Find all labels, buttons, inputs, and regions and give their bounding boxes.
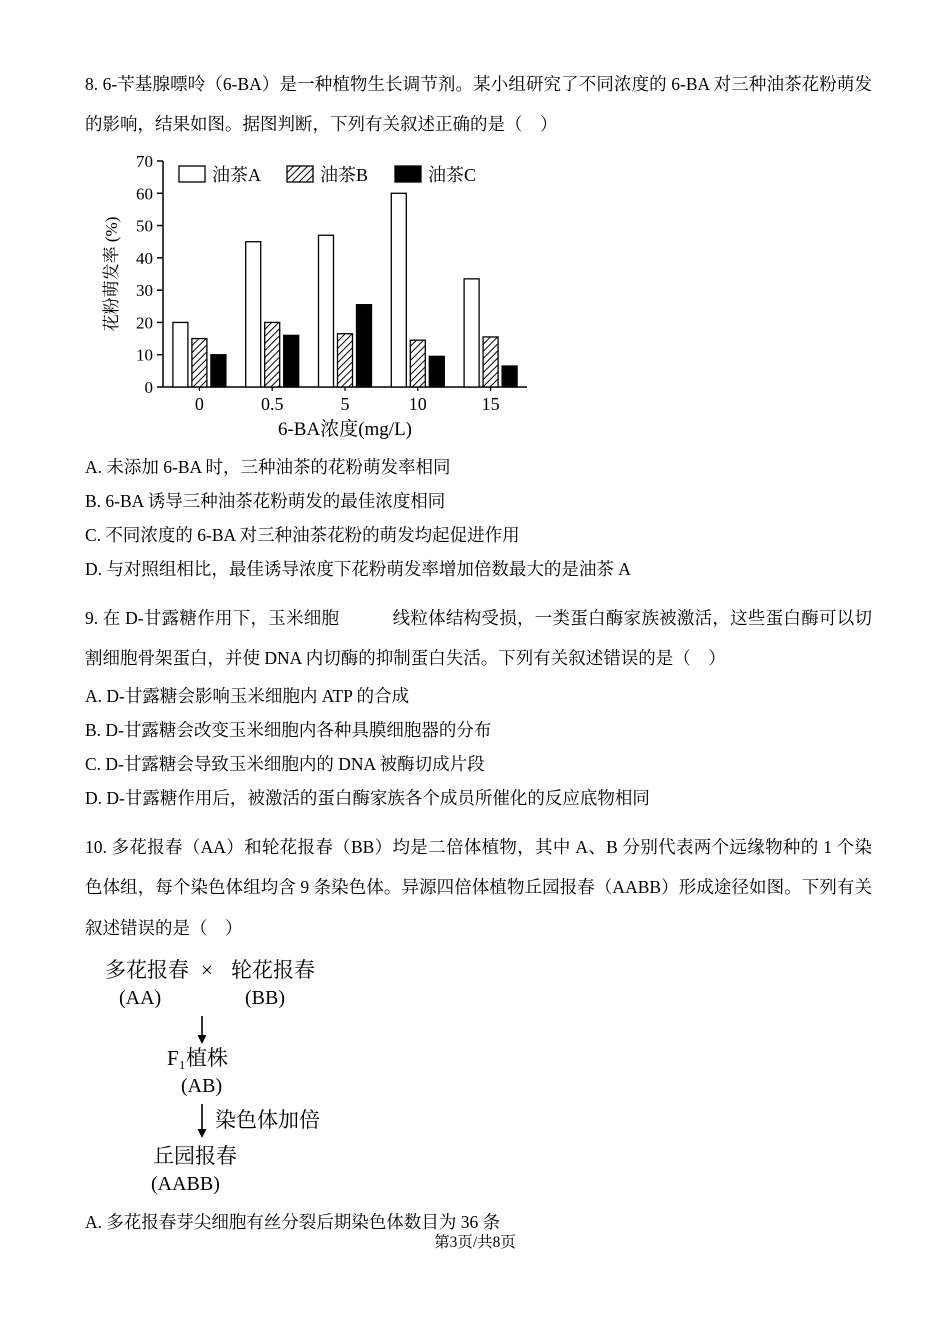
- svg-text:10: 10: [408, 393, 427, 414]
- svg-text:70: 70: [136, 152, 153, 171]
- svg-text:油茶A: 油茶A: [212, 164, 261, 185]
- cross-symbol: ×: [201, 957, 213, 982]
- parent2-genotype: (BB): [245, 986, 285, 1009]
- svg-text:0: 0: [144, 377, 153, 397]
- svg-text:0.5: 0.5: [260, 393, 284, 414]
- svg-text:10: 10: [136, 345, 153, 365]
- chromosome-doubling-label: 染色体加倍: [215, 1107, 320, 1132]
- svg-text:20: 20: [136, 312, 153, 332]
- q8-chart-area: [101, 153, 872, 448]
- parent1-genotype: (AA): [119, 986, 162, 1009]
- q8-option-a: A. 未添加 6-BA 时，三种油茶的花粉萌发率相同: [85, 456, 451, 477]
- svg-text:40: 40: [136, 248, 153, 268]
- q10-stem: 10. 多花报春（AA）和轮花报春（BB）均是二倍体植物，其中 A、B 分别代表两个远缘物种的 1 个染色体组，每个染色体组均含 9 条染色体。异源四倍体植物丘园报春（AABB）形成途径如图。下列有关叙述错误的是（ ）: [85, 837, 872, 938]
- svg-text:50: 50: [136, 216, 153, 236]
- question-10: [85, 827, 872, 1239]
- q8-bar-chart: [101, 153, 537, 443]
- down-arrow-1-icon: [195, 1016, 209, 1044]
- q9-option-c: C. D-甘露糖会导致玉米细胞内的 DNA 被酶切成片段: [85, 753, 485, 774]
- f1-genotype: (AB): [181, 1074, 223, 1097]
- q8-option-d: D. 与对照组相比，最佳诱导浓度下花粉萌发率增加倍数最大的是油茶 A: [85, 558, 631, 579]
- svg-text:0: 0: [194, 393, 204, 414]
- product-name: 丘园报春: [153, 1143, 237, 1168]
- q10-cross-diagram: [95, 956, 475, 1199]
- svg-text:30: 30: [136, 280, 153, 300]
- svg-text:油茶C: 油茶C: [428, 164, 477, 185]
- svg-text:15: 15: [481, 393, 500, 414]
- q8-stem: 8. 6-苄基腺嘌呤（6-BA）是一种植物生长调节剂。某小组研究了不同浓度的 6-BA 对三种油茶花粉萌发的影响，结果如图。据图判断，下列有关叙述正确的是（ ）: [85, 74, 872, 135]
- svg-text:5: 5: [340, 393, 350, 414]
- q8-option-b: B. 6-BA 诱导三种油茶花粉萌发的最佳浓度相同: [85, 490, 446, 511]
- product-genotype: (AABB): [151, 1172, 220, 1195]
- page-footer: 第3页/共8页: [434, 1234, 516, 1251]
- parent2-name: 轮花报春: [231, 957, 315, 982]
- svg-text:6-BA浓度(mg/L): 6-BA浓度(mg/L): [277, 418, 413, 440]
- svg-text:花粉萌发率 (%): 花粉萌发率 (%): [102, 216, 121, 331]
- q9-option-b: B. D-甘露糖会改变玉米细胞内各种具膜细胞器的分布: [85, 719, 492, 740]
- svg-text:油茶B: 油茶B: [320, 164, 369, 185]
- question-9: [85, 598, 872, 815]
- q9-stem: 9. 在 D-甘露糖作用下，玉米细胞 线粒体结构受损，一类蛋白酶家族被激活，这些蛋白酶可以切割细胞骨架蛋白，并使 DNA 内切酶的抑制蛋白失活。下列有关叙述错误的是（ ）: [85, 608, 872, 669]
- svg-text:60: 60: [136, 183, 153, 203]
- f1-label: F₁植株: [167, 1045, 229, 1070]
- q9-option-d: D. D-甘露糖作用后，被激活的蛋白酶家族各个成员所催化的反应底物相同: [85, 787, 650, 808]
- q9-option-a: A. D-甘露糖会影响玉米细胞内 ATP 的合成: [85, 685, 410, 706]
- parent1-name: 多花报春: [105, 957, 189, 982]
- down-arrow-2-icon: [195, 1104, 209, 1138]
- question-8: [85, 64, 872, 586]
- q8-option-c: C. 不同浓度的 6-BA 对三种油茶花粉的萌发均起促进作用: [85, 524, 520, 545]
- q10-option-a: A. 多花报春芽尖细胞有丝分裂后期染色体数目为 36 条: [85, 1211, 501, 1232]
